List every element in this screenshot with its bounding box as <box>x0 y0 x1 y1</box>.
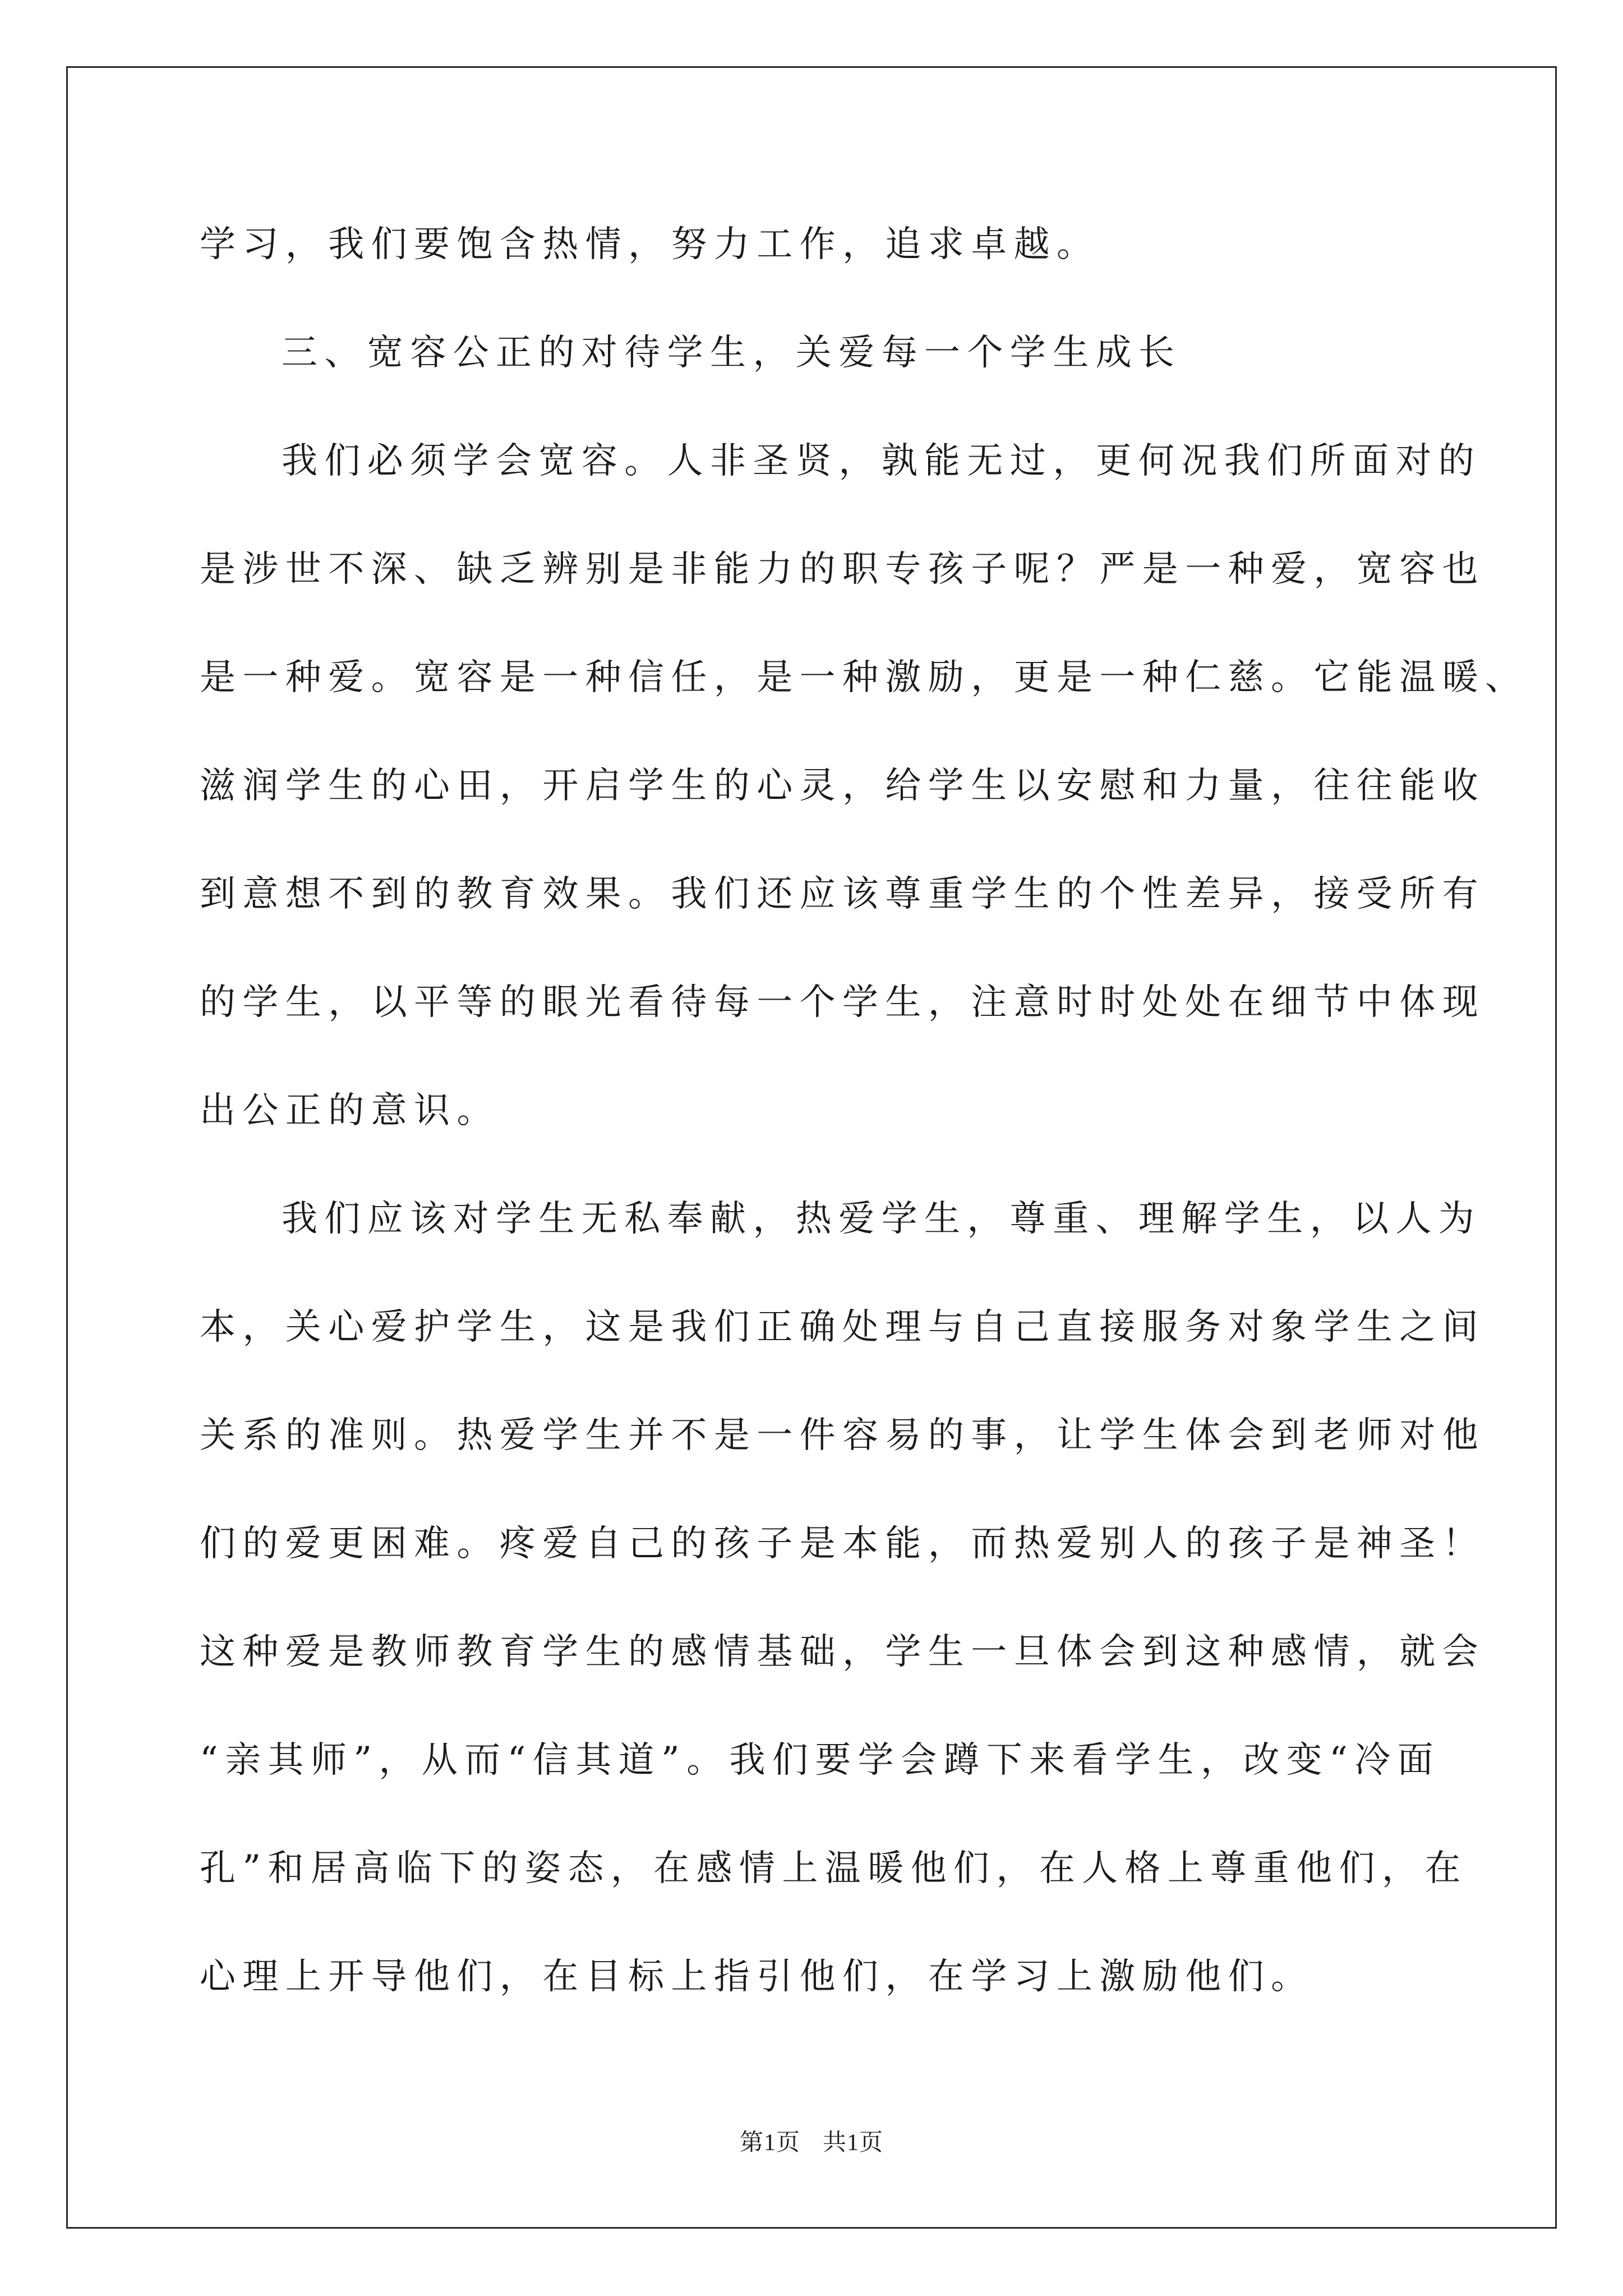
text-line: 的学生，以平等的眼光看待每一个学生，注意时时处处在细节中体现 <box>200 982 1485 1023</box>
section-heading: 三、宽容公正的对待学生，关爱每一个学生成长 <box>282 332 1182 374</box>
text-line: 我们必须学会宽容。人非圣贤，孰能无过，更何况我们所面对的 <box>282 440 1482 482</box>
text-line: 出公正的意识。 <box>200 1090 500 1131</box>
text-line: 们的爱更困难。疼爱自己的孩子是本能，而热爱别人的孩子是神圣！ <box>200 1523 1485 1565</box>
text-line: 本，关心爱护学生，这是我们正确处理与自己直接服务对象学生之间 <box>200 1306 1485 1348</box>
page-number: 第1页 <box>739 2130 800 2156</box>
text-line: 学习，我们要饱含热情，努力工作，追求卓越。 <box>200 224 1100 265</box>
text-line: 孔”和居高临下的姿态，在感情上温暖他们，在人格上尊重他们，在 <box>200 1848 1468 1889</box>
text-line: 滋润学生的心田，开启学生的心灵，给学生以安慰和力量，往往能收 <box>200 765 1485 807</box>
text-line: 是涉世不深、缺乏辨别是非能力的职专孩子呢？严是一种爱，宽容也 <box>200 549 1485 590</box>
page-footer <box>0 2126 1623 2160</box>
text-line: 我们应该对学生无私奉献，热爱学生，尊重、理解学生，以人为 <box>282 1198 1482 1240</box>
page-border <box>66 66 1557 2229</box>
text-line: 心理上开导他们，在目标上指引他们，在学习上激励他们。 <box>200 1956 1314 1998</box>
text-line: “亲其师”，从而“信其道”。我们要学会蹲下来看学生，改变“冷面 <box>200 1740 1440 1781</box>
text-line: 关系的准则。热爱学生并不是一件容易的事，让学生体会到老师对他 <box>200 1415 1485 1456</box>
text-line: 这种爱是教师教育学生的感情基础，学生一旦体会到这种感情，就会 <box>200 1631 1485 1673</box>
text-line: 到意想不到的教育效果。我们还应该尊重学生的个性差异，接受所有 <box>200 873 1485 915</box>
page-total: 共1页 <box>823 2130 884 2156</box>
text-line: 是一种爱。宽容是一种信任，是一种激励，更是一种仁慈。它能温暖、 <box>200 657 1528 698</box>
